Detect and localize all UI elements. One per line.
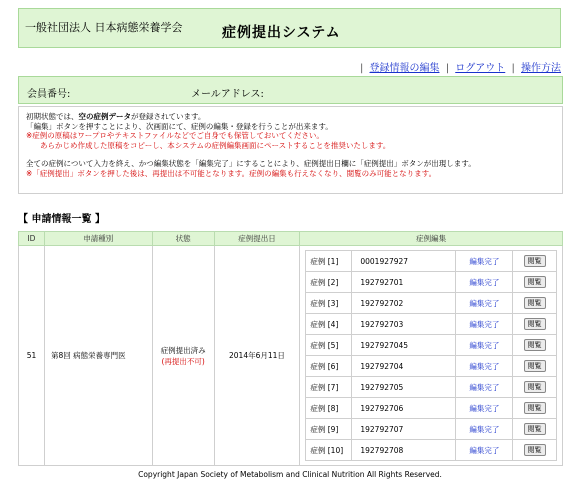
case-name: 症例 [9]: [306, 419, 352, 440]
case-name: 症例 [10]: [306, 440, 352, 461]
view-case-button[interactable]: 閲覧: [524, 381, 546, 393]
case-number: 192792706: [352, 398, 456, 419]
case-name: 症例 [4]: [306, 314, 352, 335]
case-view-cell: [513, 314, 557, 335]
case-name: 症例 [5]: [306, 335, 352, 356]
table-row: [19, 246, 563, 466]
column-header-date: 症例提出日: [214, 232, 300, 246]
case-edit-status: 編集完了: [456, 398, 513, 419]
nav-separator: |: [359, 63, 364, 74]
case-edit-status: 編集完了: [456, 251, 513, 272]
help-link[interactable]: 操作方法: [521, 63, 561, 74]
application-type: 第8回 病態栄養専門医: [44, 246, 152, 466]
column-header-status: 状態: [152, 232, 214, 246]
instruction-line: 初期状態では、空の症例データが登録されています。: [26, 112, 206, 121]
application-id: 51: [19, 246, 45, 466]
warning-line: ※症例の原稿はワープロやテキストファイルなどでご自身でも保管しておいてください。: [26, 131, 324, 140]
case-edit-status: 編集完了: [456, 440, 513, 461]
application-status: [152, 246, 214, 466]
instruction-line: 全ての症例について入力を終え、かつ編集状態を「編集完了」にすることにより、症例提出日欄に「症例提出」ボタンが出現します。: [26, 159, 476, 168]
case-edit-status: 編集完了: [456, 419, 513, 440]
view-case-button[interactable]: 閲覧: [524, 255, 546, 267]
site-header: [18, 8, 561, 48]
view-case-button[interactable]: 閲覧: [524, 276, 546, 288]
page-title: 症例提出システム: [222, 25, 341, 41]
nav-separator: |: [445, 63, 450, 74]
view-case-button[interactable]: 閲覧: [524, 339, 546, 351]
view-case-button[interactable]: 閲覧: [524, 297, 546, 309]
case-name: 症例 [3]: [306, 293, 352, 314]
case-number: 192792707: [352, 419, 456, 440]
logout-link[interactable]: ログアウト: [455, 63, 506, 74]
case-name: 症例 [1]: [306, 251, 352, 272]
organization-name: 一般社団法人 日本病態栄養学会: [25, 21, 183, 34]
case-edit-status: 編集完了: [456, 335, 513, 356]
case-view-cell: [513, 272, 557, 293]
case-name: 症例 [8]: [306, 398, 352, 419]
top-nav: [357, 59, 561, 74]
case-row: [306, 314, 557, 335]
case-number: 192792702: [352, 293, 456, 314]
view-case-button[interactable]: 閲覧: [524, 318, 546, 330]
section-title: 【 申請情報一覧 】: [18, 214, 105, 225]
case-edit-status: 編集完了: [456, 314, 513, 335]
edit-registration-link[interactable]: 登録情報の編集: [369, 63, 440, 74]
case-view-cell: [513, 356, 557, 377]
view-case-button[interactable]: 閲覧: [524, 444, 546, 456]
copyright-footer: Copyright Japan Society of Metabolism and Clinical Nutrition All Rights Reserved.: [138, 470, 442, 479]
case-number: 192792703: [352, 314, 456, 335]
column-header-id: ID: [19, 232, 45, 246]
case-edit-status: 編集完了: [456, 356, 513, 377]
nav-separator: |: [511, 63, 515, 74]
view-case-button[interactable]: 閲覧: [524, 423, 546, 435]
case-edit-status: 編集完了: [456, 272, 513, 293]
status-note: (再提出不可): [161, 356, 205, 366]
view-case-button[interactable]: 閲覧: [524, 402, 546, 414]
empty-case-emphasis: 空の症例データ: [78, 112, 131, 121]
submission-date: 2014年6月11日: [214, 246, 300, 466]
table-header-row: [19, 232, 563, 246]
column-header-case-edit: 症例編集: [300, 232, 563, 246]
case-row: [306, 251, 557, 272]
case-edit-status: 編集完了: [456, 293, 513, 314]
case-view-cell: [513, 419, 557, 440]
case-row: [306, 272, 557, 293]
case-view-cell: [513, 293, 557, 314]
member-number-label: 会員番号:: [27, 89, 71, 100]
status-text: 症例提出済み: [160, 345, 206, 355]
case-row: [306, 440, 557, 461]
case-name: 症例 [6]: [306, 356, 352, 377]
case-row: [306, 398, 557, 419]
case-view-cell: [513, 377, 557, 398]
case-row: [306, 419, 557, 440]
case-row: [306, 377, 557, 398]
case-number: 1927927045: [352, 335, 456, 356]
warning-line: あらかじめ作成した原稿をコピーし、本システムの症例編集画面にペーストすることを推奨いたします。: [40, 140, 391, 150]
case-number: 0001927927: [352, 251, 456, 272]
case-edit-status: 編集完了: [456, 377, 513, 398]
case-list-cell: [300, 246, 563, 466]
case-row: [306, 356, 557, 377]
view-case-button[interactable]: 閲覧: [524, 360, 546, 372]
warning-line: ※「症例提出」ボタンを押した後は、再提出は不可能となります。症例の編集も行えなくなり、閲覧のみ可能となります。: [26, 168, 437, 178]
case-view-cell: [513, 251, 557, 272]
case-number: 192792705: [352, 377, 456, 398]
case-list: [305, 250, 557, 461]
instructions-panel: [18, 106, 563, 194]
case-name: 症例 [2]: [306, 272, 352, 293]
case-view-cell: [513, 440, 557, 461]
member-info-bar: [18, 76, 563, 104]
case-view-cell: [513, 398, 557, 419]
case-view-cell: [513, 335, 557, 356]
column-header-type: 申請種別: [44, 232, 152, 246]
email-label: メールアドレス:: [191, 89, 264, 100]
case-name: 症例 [7]: [306, 377, 352, 398]
case-row: [306, 335, 557, 356]
case-row: [306, 293, 557, 314]
application-table: [18, 231, 563, 466]
case-number: 192792701: [352, 272, 456, 293]
case-number: 192792708: [352, 440, 456, 461]
instruction-line: 「編集」ボタンを押すことにより、次画面にて、症例の編集・登録を行うことが出来ます。: [26, 121, 333, 131]
case-number: 192792704: [352, 356, 456, 377]
